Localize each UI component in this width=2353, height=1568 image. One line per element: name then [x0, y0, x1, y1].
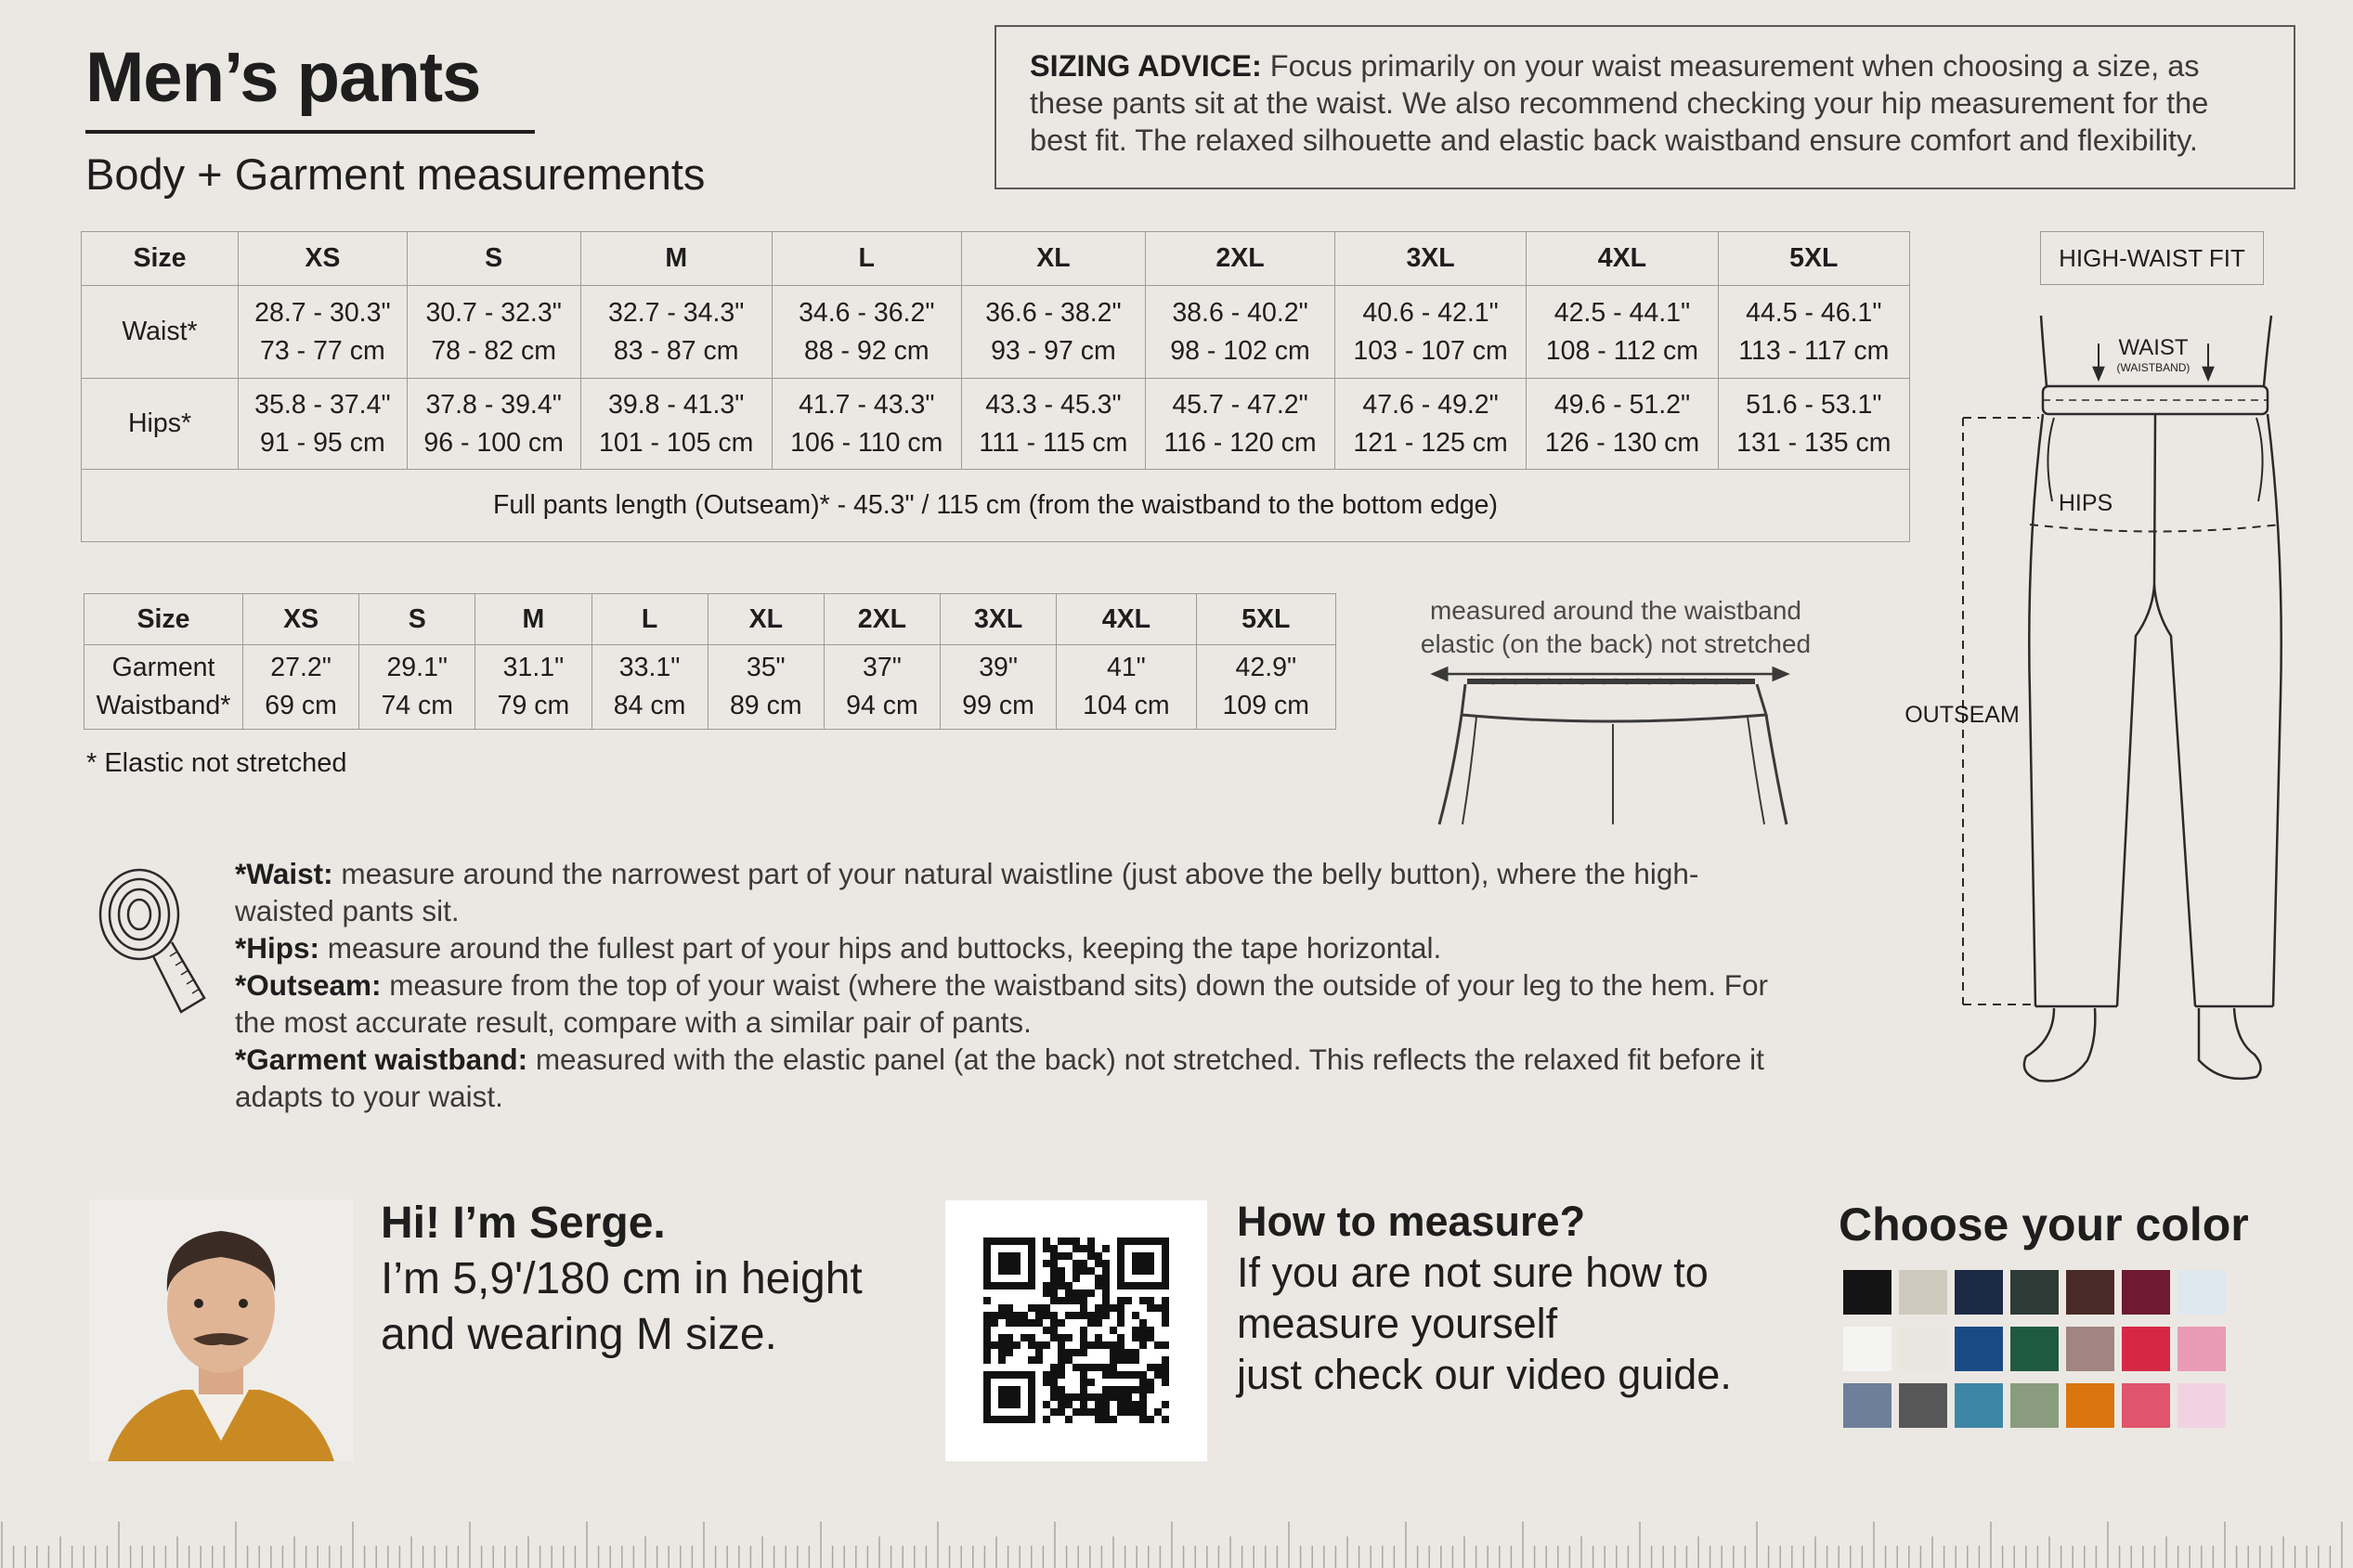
color-swatch[interactable]: [2010, 1383, 2059, 1428]
length-note: Full pants length (Outseam)* - 45.3" / 115 cm (from the waistband to the bottom edge): [82, 470, 1910, 542]
garment-waistband-table: [84, 593, 1336, 730]
size-header: XS: [243, 594, 359, 645]
instruction-label: *Garment waistband:: [235, 1043, 528, 1076]
garment-cm: 99 cm: [962, 691, 1034, 720]
waist-row-label: Waist*: [82, 286, 239, 379]
page-title: Men’s pants: [85, 38, 481, 117]
hips-cm: 106 - 110 cm: [790, 427, 943, 458]
size-header: XL: [961, 232, 1146, 286]
waist-cell: [1146, 286, 1335, 379]
waist-inches: 42.5 - 44.1": [1554, 297, 1691, 328]
hips-inches: 51.6 - 53.1": [1746, 389, 1882, 420]
garment-inches: 41": [1106, 653, 1146, 682]
garment-cell: [708, 645, 824, 730]
hips-inches: 39.8 - 41.3": [608, 389, 745, 420]
color-swatch[interactable]: [1899, 1327, 1947, 1371]
waistband-label: (WAISTBAND): [2116, 361, 2190, 374]
hips-cm: 116 - 120 cm: [1164, 427, 1317, 458]
garment-cell: [1057, 645, 1196, 730]
size-header: 2XL: [824, 594, 940, 645]
color-swatch[interactable]: [2122, 1383, 2170, 1428]
waist-label: WAIST: [2118, 335, 2189, 360]
color-swatch[interactable]: [1955, 1383, 2003, 1428]
hips-cm: 91 - 95 cm: [260, 427, 385, 458]
instruction-text: measure around the fullest part of your hips and buttocks, keeping the tape horizontal.: [319, 931, 1442, 965]
model-info: [381, 1196, 863, 1363]
garment-label-line: Waistband*: [96, 691, 231, 720]
garment-inches: 35": [746, 653, 786, 682]
garment-inches: 29.1": [386, 653, 448, 682]
waist-inches: 44.5 - 46.1": [1746, 297, 1882, 328]
color-swatch[interactable]: [1899, 1270, 1947, 1315]
garment-cm: 94 cm: [846, 691, 918, 720]
hips-row: [82, 379, 1910, 470]
hips-row-label: Hips*: [82, 379, 239, 470]
color-swatch[interactable]: [2010, 1270, 2059, 1315]
garment-cell: [359, 645, 475, 730]
waistband-caption: [1393, 594, 1839, 661]
garment-inches: 27.2": [270, 653, 332, 682]
color-swatch[interactable]: [2122, 1270, 2170, 1315]
waistband-sketch-icon: [1421, 661, 1811, 828]
garment-cm: 89 cm: [729, 691, 802, 720]
garment-inches: 42.9": [1235, 653, 1297, 682]
size-header: M: [475, 594, 592, 645]
model-size: and wearing M size.: [381, 1310, 777, 1359]
garment-waistband-row: [84, 645, 1336, 730]
waist-inches: 28.7 - 30.3": [254, 297, 391, 328]
color-swatch[interactable]: [1955, 1327, 2003, 1371]
body-measurement-table: [81, 231, 1910, 542]
instruction-text: measured with the elastic panel (at the back) not stretched. This reflects the relaxed fit before it adapts to your waist.: [235, 1043, 1764, 1113]
size-header-label: Size: [82, 232, 239, 286]
hips-inches: 43.3 - 45.3": [985, 389, 1122, 420]
hips-cm: 126 - 130 cm: [1544, 427, 1700, 458]
waist-cm: 98 - 102 cm: [1170, 335, 1310, 366]
title-underline: [85, 130, 535, 134]
model-height: I’m 5,9'/180 cm in height: [381, 1254, 863, 1303]
waist-inches: 34.6 - 36.2": [799, 297, 935, 328]
waist-cm: 83 - 87 cm: [613, 335, 739, 366]
size-header: 2XL: [1146, 232, 1335, 286]
hips-cell: [961, 379, 1146, 470]
color-swatch[interactable]: [1955, 1270, 2003, 1315]
how-to-title: How to measure?: [1237, 1198, 1586, 1245]
color-swatch[interactable]: [2178, 1383, 2226, 1428]
hips-inches: 37.8 - 39.4": [425, 389, 562, 420]
waist-cell: [961, 286, 1146, 379]
instruction-label: *Waist:: [235, 857, 333, 890]
model-photo: [89, 1199, 353, 1461]
color-swatch[interactable]: [2122, 1327, 2170, 1371]
instruction-text: measure from the top of your waist (where the waistband sits) down the outside of your leg to the hem. For the most accurate result, compare with a similar pair of pants.: [235, 968, 1769, 1039]
sizing-advice-text: Focus primarily on your waist measurement when choosing a size, as these pants sit at the waist. We also recommend checking your hip measurement for the best fit. The relaxed silhouette and elastic back waistband ensure comfort and flexibility.: [1030, 49, 2209, 157]
waist-row: [82, 286, 1910, 379]
size-header: S: [407, 232, 580, 286]
size-header-row: [82, 232, 1910, 286]
how-to-line: measure yourself: [1237, 1300, 1558, 1347]
waist-cm: 93 - 97 cm: [991, 335, 1116, 366]
hips-cm: 101 - 105 cm: [599, 427, 754, 458]
color-swatch[interactable]: [1843, 1327, 1892, 1371]
hips-cm: 131 - 135 cm: [1736, 427, 1892, 458]
qr-code[interactable]: [945, 1200, 1207, 1461]
hips-cell: [1146, 379, 1335, 470]
color-swatch[interactable]: [1899, 1383, 1947, 1428]
waist-cell: [1334, 286, 1526, 379]
model-greeting: Hi! I’m Serge.: [381, 1199, 666, 1248]
waist-cell: [407, 286, 580, 379]
garment-cell: [941, 645, 1057, 730]
hips-cm: 96 - 100 cm: [423, 427, 564, 458]
outseam-label: OUTSEAM: [1904, 702, 2020, 728]
size-header: XS: [239, 232, 408, 286]
qr-code-icon: [945, 1200, 1207, 1461]
garment-cell: [824, 645, 940, 730]
color-swatch[interactable]: [1843, 1383, 1892, 1428]
waist-cell: [1718, 286, 1909, 379]
garment-row-label: [84, 645, 243, 730]
garment-cm: 74 cm: [381, 691, 454, 720]
hips-cell: [239, 379, 408, 470]
waist-cell: [772, 286, 961, 379]
high-waist-fit-label: HIGH-WAIST FIT: [2040, 231, 2264, 285]
size-header: 4XL: [1057, 594, 1196, 645]
size-header: M: [580, 232, 772, 286]
hips-inches: 45.7 - 47.2": [1172, 389, 1308, 420]
hips-cell: [1334, 379, 1526, 470]
size-header: L: [592, 594, 708, 645]
waist-cm: 88 - 92 cm: [803, 335, 930, 366]
length-row: [82, 470, 1910, 542]
instruction-hips: [235, 929, 1795, 966]
garment-cm: 84 cm: [613, 691, 686, 720]
color-swatch[interactable]: [2178, 1270, 2226, 1315]
size-header-row: [84, 594, 1336, 645]
waist-inches: 36.6 - 38.2": [985, 297, 1122, 328]
hips-cell: [1718, 379, 1909, 470]
color-swatch[interactable]: [2178, 1327, 2226, 1371]
waistband-caption-line: measured around the waistband: [1429, 596, 1802, 625]
waist-cm: 103 - 107 cm: [1353, 335, 1508, 366]
hips-cm: 111 - 115 cm: [979, 427, 1128, 458]
waist-cm: 113 - 117 cm: [1738, 335, 1890, 366]
size-header: 3XL: [941, 594, 1057, 645]
page-subtitle: Body + Garment measurements: [85, 149, 706, 199]
instruction-label: *Outseam:: [235, 968, 382, 1002]
garment-inches: 37": [863, 653, 902, 682]
how-to-measure: [1237, 1196, 1732, 1400]
garment-cm: 69 cm: [265, 691, 337, 720]
hips-label: HIPS: [2058, 490, 2113, 516]
color-swatch[interactable]: [2066, 1383, 2114, 1428]
garment-inches: 39": [979, 653, 1019, 682]
elastic-footnote: * Elastic not stretched: [86, 748, 347, 778]
hips-cell: [407, 379, 580, 470]
garment-cm: 79 cm: [497, 691, 570, 720]
garment-inches: 33.1": [618, 653, 681, 682]
garment-cell: [243, 645, 359, 730]
waist-cell: [239, 286, 408, 379]
instruction-text: measure around the narrowest part of your natural waistline (just above the belly button), where the high-waisted pants sit.: [235, 857, 1699, 927]
waist-inches: 38.6 - 40.2": [1172, 297, 1308, 328]
color-swatch[interactable]: [2010, 1327, 2059, 1371]
sizing-advice-box: [994, 25, 2295, 189]
measurement-instructions: [235, 855, 1795, 1115]
hips-inches: 35.8 - 37.4": [254, 389, 391, 420]
size-header-label: Size: [84, 594, 243, 645]
color-swatch[interactable]: [1843, 1270, 1892, 1315]
hips-cell: [1527, 379, 1718, 470]
waistband-caption-line: elastic (on the back) not stretched: [1420, 629, 1812, 658]
instruction-garment-waistband: [235, 1041, 1795, 1115]
pants-diagram: [1904, 306, 2312, 1095]
color-swatch[interactable]: [2066, 1270, 2114, 1315]
garment-label-line: Garment: [111, 653, 215, 682]
waist-cm: 108 - 112 cm: [1545, 335, 1699, 366]
hips-cell: [772, 379, 961, 470]
waist-inches: 30.7 - 32.3": [425, 297, 562, 328]
tape-measure-icon: [88, 859, 218, 1035]
how-to-line: just check our video guide.: [1237, 1351, 1732, 1398]
hips-inches: 47.6 - 49.2": [1362, 389, 1499, 420]
ruler-decoration: [0, 1495, 2353, 1568]
size-header: 3XL: [1334, 232, 1526, 286]
garment-cm: 109 cm: [1222, 691, 1310, 720]
color-swatch[interactable]: [2066, 1327, 2114, 1371]
waist-cell: [580, 286, 772, 379]
waist-inches: 32.7 - 34.3": [608, 297, 745, 328]
garment-cell: [592, 645, 708, 730]
instruction-outseam: [235, 966, 1795, 1041]
garment-cell: [1196, 645, 1335, 730]
garment-cell: [475, 645, 592, 730]
waist-cm: 73 - 77 cm: [260, 335, 385, 366]
size-header: S: [359, 594, 475, 645]
garment-cm: 104 cm: [1083, 691, 1170, 720]
hips-cm: 121 - 125 cm: [1353, 427, 1508, 458]
instruction-label: *Hips:: [235, 931, 320, 965]
sizing-advice-label: SIZING ADVICE:: [1030, 49, 1262, 83]
size-header: 5XL: [1196, 594, 1335, 645]
choose-color-title: Choose your color: [1839, 1199, 2249, 1251]
hips-inches: 41.7 - 43.3": [799, 389, 935, 420]
waist-inches: 40.6 - 42.1": [1362, 297, 1499, 328]
how-to-line: If you are not sure how to: [1237, 1249, 1709, 1296]
waist-cm: 78 - 82 cm: [431, 335, 556, 366]
garment-inches: 31.1": [502, 653, 565, 682]
hips-cell: [580, 379, 772, 470]
color-swatch-grid: [1843, 1270, 2233, 1437]
size-header: L: [772, 232, 961, 286]
waist-cell: [1527, 286, 1718, 379]
instruction-waist: [235, 855, 1795, 929]
size-header: 5XL: [1718, 232, 1909, 286]
size-header: XL: [708, 594, 824, 645]
size-header: 4XL: [1527, 232, 1718, 286]
hips-inches: 49.6 - 51.2": [1554, 389, 1691, 420]
